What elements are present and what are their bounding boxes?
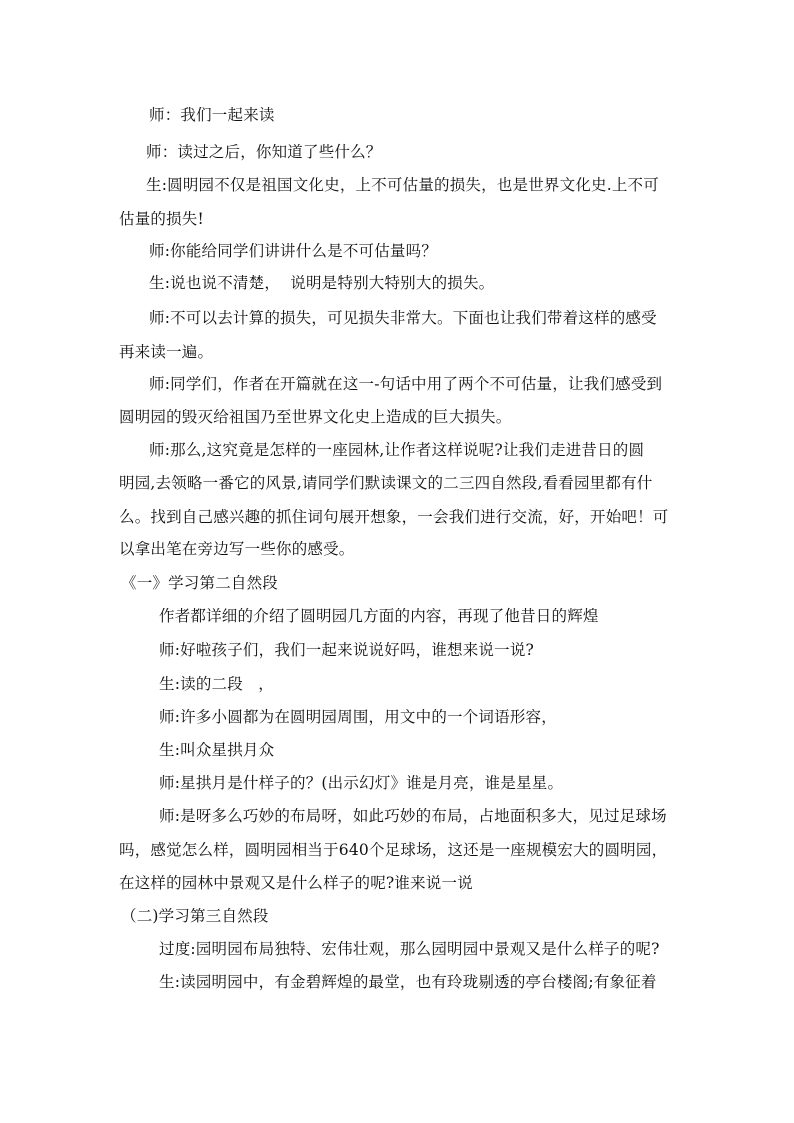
paragraph-line: 师：读过之后，你知道了些什么？ [146, 143, 382, 161]
paragraph-line: 在这样的园林中景观又是什么样子的呢?谁来说一说 [119, 874, 473, 892]
paragraph-line: 生:叫众星拱月众 [159, 741, 275, 759]
section-heading: （二)学习第三自然段 [121, 907, 269, 925]
paragraph-line: 过度:园明园布局独特、宏伟壮观，那么园明园中景观又是什么样子的呢? [159, 940, 660, 958]
paragraph-line: 估量的损失! [119, 210, 204, 228]
paragraph-line: 再来读一遍。 [119, 343, 214, 361]
paragraph-line: 么。找到自己感兴趣的抓住词句展开想象，一会我们进行交流，好，开始吧！可 [119, 508, 669, 526]
paragraph-line: 师:是呀多么巧妙的布局呀，如此巧妙的布局，占地面积多大，见过足球场 [159, 807, 667, 825]
paragraph-line: 师:你能给同学们讲讲什么是不可估量吗？ [149, 242, 438, 260]
paragraph-line: 生:说也说不清楚， 说明是特别大特别大的损失。 [149, 274, 495, 292]
paragraph-line: 师:星拱月是什样子的？(出示幻灯》谁是月亮，谁是星星。 [159, 774, 564, 792]
paragraph-line: 以拿出笔在旁边写一些你的感受。 [119, 540, 355, 558]
paragraph-line: 明园,去领略一番它的风景,请同学们默读课文的二三四自然段,看看园里都有什 [119, 474, 653, 492]
paragraph-line: 生:读的二段 ， [159, 675, 275, 693]
paragraph-line: 师:许多小圆都为在圆明园周围，用文中的一个词语形容， [159, 708, 557, 726]
paragraph-line: 生:读园明园中，有金碧辉煌的最堂，也有玲珑剔透的亭台楼阁;有象征着 [159, 973, 657, 991]
paragraph-line: 生:圆明园不仅是祖国文化史，上不可估量的损失，也是世界文化史.上不可 [146, 176, 659, 194]
paragraph-line: 师:同学们，作者在开篇就在这一-句话中用了两个不可估量，让我们感受到 [149, 375, 663, 393]
paragraph-line: 师:不可以去计算的损失，可见损失非常大。下面也让我们带着这样的感受 [149, 309, 657, 327]
section-heading: 《一》学习第二自然段 [121, 574, 279, 592]
paragraph-line: 师：我们一起来读 [149, 106, 275, 124]
paragraph-line: 吗，感觉怎么样，圆明园相当于640个足球场，这还是一座规模宏大的圆明园， [119, 841, 668, 859]
paragraph-line: 圆明园的毁灭给祖国乃至世界文化史上造成的巨大损失。 [119, 408, 512, 426]
paragraph-line: 师:那么,这究竟是怎样的一座园林,让作者这样说呢?让我们走进昔日的圆 [149, 441, 645, 459]
paragraph-line: 师:好啦孩子们，我们一起来说说好吗，谁想来说一说? [159, 641, 535, 659]
paragraph-line: 作者都详细的介绍了圆明园几方面的内容，再现了他昔日的辉煌 [159, 607, 599, 625]
